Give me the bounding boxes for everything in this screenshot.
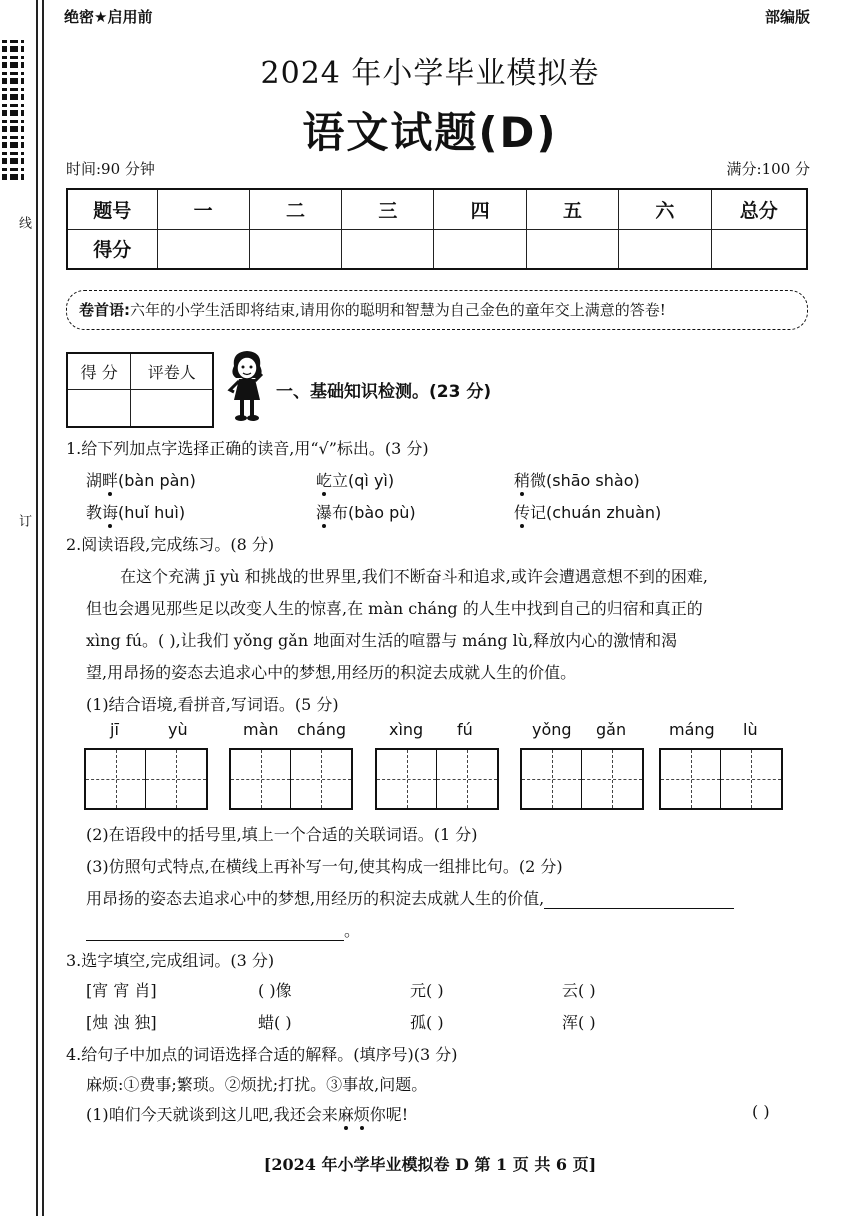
pinyin-label: màn (243, 720, 279, 739)
pinyin-writing-group (520, 720, 644, 746)
writing-box[interactable] (84, 748, 208, 810)
score-header-cell: 总分 (711, 189, 807, 229)
grader-score-cell (67, 389, 131, 427)
q3-blank[interactable]: 蜡( ) (258, 1013, 292, 1032)
q2-sub2: (2)在语段中的括号里,填上一个合适的关联词语。(1 分) (86, 825, 478, 844)
pinyin-label: gǎn (596, 720, 627, 739)
grader-name-cell (131, 389, 213, 427)
q1-item (86, 468, 196, 491)
edition-label: 部编版 (764, 8, 810, 26)
writing-box[interactable] (229, 748, 353, 810)
q3-blank[interactable]: ( )像 (258, 981, 292, 1000)
score-header-cell: 题号 (67, 189, 157, 229)
pinyin-writing-group (659, 720, 783, 746)
pinyin-writing-group (84, 720, 208, 746)
score-header-cell: 三 (342, 189, 434, 229)
q1-options: (bào pù) (348, 503, 416, 522)
q4-definition: 麻烦:①费事;繁琐。②烦扰;打扰。③事故,问题。 (86, 1075, 428, 1094)
score-table-score-row (67, 229, 807, 269)
preface-box (66, 290, 808, 330)
score-cell (157, 229, 249, 269)
answer-line[interactable] (86, 923, 344, 941)
score-cell (434, 229, 526, 269)
q2-sub3-sentence: 用昂扬的姿态去追求心中的梦想,用经历的积淀去成就人生的价值, (86, 889, 545, 908)
margin-char-line: 线 (16, 216, 31, 229)
preface-label: 卷首语: (79, 301, 130, 319)
pinyin-label: máng (669, 720, 715, 739)
pinyin-writing-group (229, 720, 353, 746)
q1-item (514, 468, 640, 491)
q1-options: (chuán zhuàn) (546, 503, 662, 522)
pinyin-label: lù (743, 720, 758, 739)
q2-passage-line: xìng fú。( ),让我们 yǒng gǎn 地面对生活的喧嚣与 máng lù,释放内心的激情和渴 (86, 631, 678, 650)
writing-box[interactable] (375, 748, 499, 810)
q1-word: 湖畔 (86, 471, 119, 490)
preface-text: 六年的小学生活即将结束,请用你的聪明和智慧为自己金色的童年交上满意的答卷! (130, 301, 666, 319)
page-footer: [2024 年小学毕业模拟卷 D 第 1 页 共 6 页] (263, 1155, 597, 1174)
q4-sentence: (1)咱们今天就谈到这儿吧,我还会来麻烦你呢! (86, 1105, 409, 1124)
q3-chars: [烛 浊 独] (86, 1013, 157, 1032)
score-cell (711, 229, 807, 269)
q1-item (316, 468, 394, 491)
score-header-cell: 一 (157, 189, 249, 229)
score-cell (526, 229, 618, 269)
pinyin-label: yù (168, 720, 188, 739)
binding-margin (0, 0, 52, 1216)
pinyin-label: fú (457, 720, 473, 739)
writing-cell[interactable] (721, 750, 781, 808)
grader-score-label: 得 分 (67, 353, 131, 389)
writing-box[interactable] (659, 748, 783, 810)
q3-blank[interactable]: 浑( ) (562, 1013, 596, 1032)
q2-sub1: (1)结合语境,看拼音,写词语。(5 分) (86, 695, 339, 714)
writing-cell[interactable] (146, 750, 206, 808)
writing-cell[interactable] (522, 750, 582, 808)
q2-passage-line: 在这个充满 jī yù 和挑战的世界里,我们不断奋斗和追求,或许会遭遇意想不到的困难, (120, 567, 708, 586)
answer-line[interactable] (544, 891, 734, 909)
q1-options: (qì yì) (348, 471, 395, 490)
q2-passage-line: 但也会遇见那些足以改变人生的惊喜,在 màn cháng 的人生中找到自己的归宿和真正的 (86, 599, 703, 618)
section1-heading: 一、基础知识检测。(23 分) (276, 382, 492, 402)
score-header-cell: 六 (619, 189, 711, 229)
writing-cell[interactable] (86, 750, 146, 808)
q1-word: 瀑布 (316, 503, 349, 522)
binding-line (36, 0, 38, 1216)
q2-passage-line: 望,用昂扬的姿态去追求心中的梦想,用经历的积淀去成就人生的价值。 (86, 663, 577, 682)
q1-item (86, 500, 185, 523)
exam-time: 时间:90 分钟 (66, 160, 155, 178)
q1-options: (shāo shào) (546, 471, 640, 490)
score-cell (249, 229, 341, 269)
q2-stem: 2.阅读语段,完成练习。(8 分) (66, 535, 275, 554)
exam-subtitle: 语文试题(D) (302, 108, 558, 157)
pinyin-label: yǒng (532, 720, 572, 739)
q3-blank[interactable]: 元( ) (410, 981, 444, 1000)
writing-cell[interactable] (582, 750, 642, 808)
score-table-header-row (67, 189, 807, 229)
q2-sub3-line2 (86, 918, 360, 941)
writing-cell[interactable] (291, 750, 351, 808)
q1-word: 教诲 (86, 503, 119, 522)
q4-answer-blank[interactable]: ( ) (752, 1102, 770, 1121)
margin-char-side: 订 (16, 514, 31, 527)
pinyin-label: jī (110, 720, 119, 739)
q1-word: 传记 (514, 503, 547, 522)
writing-cell[interactable] (231, 750, 291, 808)
q1-word: 屹立 (316, 471, 349, 490)
binding-line-2 (42, 0, 44, 1216)
q1-word: 稍微 (514, 471, 547, 490)
q1-options: (bàn pàn) (118, 471, 196, 490)
q3-blank[interactable]: 云( ) (562, 981, 596, 1000)
q2-sub3-period: 。 (344, 921, 361, 940)
q1-stem: 1.给下列加点字选择正确的读音,用“√”标出。(3 分) (66, 439, 429, 458)
full-score: 满分:100 分 (726, 160, 810, 178)
q1-options: (huǐ huì) (118, 503, 186, 522)
score-row-label: 得分 (67, 229, 157, 269)
q3-stem: 3.选字填空,完成组词。(3 分) (66, 951, 275, 970)
q3-chars: [宵 宵 肖] (86, 981, 157, 1000)
exam-title: 2024 年小学毕业模拟卷 (260, 56, 600, 91)
pinyin-writing-group (375, 720, 499, 746)
pinyin-label: cháng (297, 720, 347, 739)
q2-sub3-prompt (86, 886, 734, 909)
writing-cell[interactable] (437, 750, 497, 808)
q4-stem: 4.给句子中加点的词语选择合适的解释。(填序号)(3 分) (66, 1045, 458, 1064)
writing-cell[interactable] (377, 750, 437, 808)
q2-sub3: (3)仿照句式特点,在横线上再补写一句,使其构成一组排比句。(2 分) (86, 857, 563, 876)
score-header-cell: 四 (434, 189, 526, 229)
writing-box[interactable] (520, 748, 644, 810)
score-header-cell: 五 (526, 189, 618, 229)
grader-name-label: 评卷人 (131, 353, 213, 389)
score-cell (619, 229, 711, 269)
pinyin-label: xìng (389, 720, 424, 739)
score-cell (342, 229, 434, 269)
score-table (66, 188, 808, 270)
q1-item (316, 500, 416, 523)
secrecy-label: 绝密★启用前 (64, 8, 153, 26)
score-header-cell: 二 (249, 189, 341, 229)
writing-cell[interactable] (661, 750, 721, 808)
q1-item (514, 500, 661, 523)
grader-table (66, 352, 214, 428)
q3-blank[interactable]: 孤( ) (410, 1013, 444, 1032)
cartoon-girl-icon (222, 348, 272, 424)
